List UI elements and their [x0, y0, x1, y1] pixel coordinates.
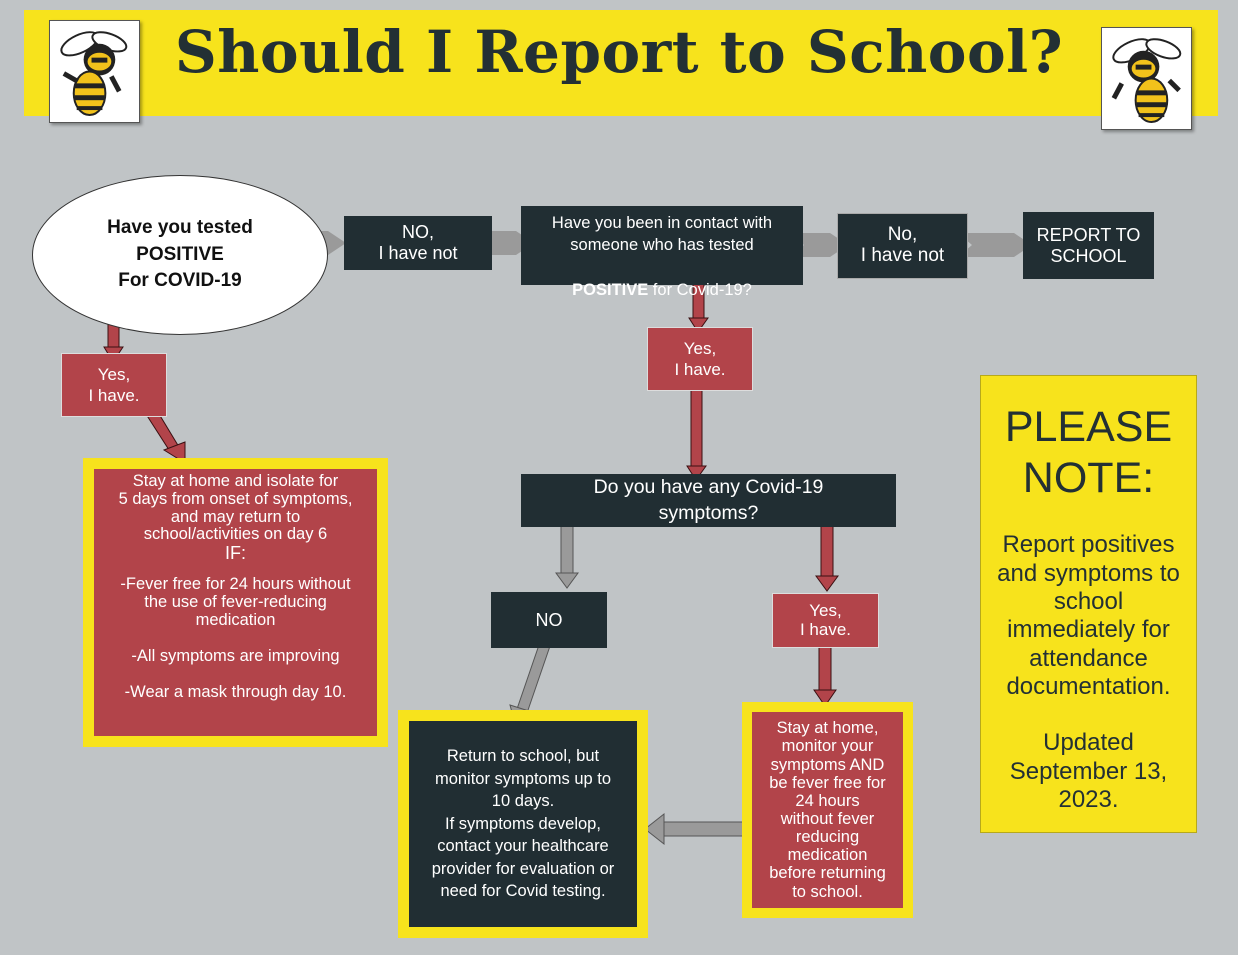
isolate-condition-mask: -Wear a mask through day 10.: [124, 682, 347, 701]
contact-question-box: [521, 206, 803, 299]
isolate-box-frame: [83, 458, 388, 747]
no-have-not-text: NO, I have not: [378, 222, 458, 263]
contact-question-suffix: for Covid-19?: [648, 280, 752, 299]
red-arrow-yes-symptoms: [687, 390, 706, 480]
stay-box: [752, 712, 903, 908]
tested-positive-text: Have you tested POSITIVE For COVID-19: [107, 217, 253, 292]
stay-box-frame: [742, 702, 913, 918]
symptoms-question-text: Do you have any Covid-19 symptoms?: [593, 476, 824, 524]
chevron-arrow-4: [958, 233, 1032, 257]
symptoms-question-box: [521, 474, 896, 527]
yes-have-box-right: [772, 593, 879, 648]
yes-have-box-center: [647, 327, 753, 391]
no-box: [491, 592, 607, 648]
contact-positive-text: POSITIVE: [572, 280, 649, 299]
no-have-not-text-2: No, I have not: [860, 224, 945, 266]
report-to-school-text: REPORT TO SCHOOL: [1036, 224, 1141, 266]
isolate-condition-fever: -Fever free for 24 hours without the use of fever-reducing medication: [120, 575, 351, 629]
stay-box-text: Stay at home, monitor your symptoms AND be fever free for 24 hours without fever reducing medication before returning to school.: [769, 719, 886, 901]
yes-have-box-left: [61, 353, 167, 417]
yes-have-text-center: Yes, I have.: [674, 338, 726, 379]
isolate-if-label: IF:: [225, 543, 246, 564]
yes-have-text-left: Yes, I have.: [88, 364, 140, 405]
no-have-not-box: [344, 216, 492, 270]
isolate-box: [94, 469, 377, 736]
please-note-panel: [980, 375, 1197, 833]
please-note-body: Report positives and symptoms to school immediately for attendance documentation.: [997, 531, 1180, 701]
gray-arrow-stay-return: [645, 814, 750, 844]
isolate-condition-symptoms: -All symptoms are improving: [131, 646, 340, 665]
please-note-updated: Updated September 13, 2023.: [1009, 729, 1168, 813]
yes-have-text-right: Yes, I have.: [799, 600, 852, 639]
please-note-heading: PLEASE NOTE:: [1004, 403, 1173, 502]
return-box-text: Return to school, but monitor symptoms up to 10 days. If symptoms develop, contact your healthcare provider for evaluation or need for Covid testing.: [431, 747, 615, 901]
return-box-frame: [398, 710, 648, 938]
gray-arrow-symptoms-no: [556, 517, 578, 588]
no-text: NO: [535, 609, 563, 630]
red-arrow-symptoms-yes: [816, 517, 838, 591]
contact-question-text: Have you been in contact with someone who has tested: [551, 214, 773, 255]
return-box: [409, 721, 637, 927]
isolate-intro-text: Stay at home and isolate for 5 days from onset of symptoms, and may return to school/activities on day 6: [118, 472, 353, 544]
red-arrow-yes-stay: [814, 647, 836, 706]
report-to-school-box: [1023, 212, 1154, 279]
page-title: Should I Report to School?: [174, 18, 1064, 86]
no-have-not-box-2: [837, 213, 968, 279]
tested-positive-question: [32, 175, 328, 335]
